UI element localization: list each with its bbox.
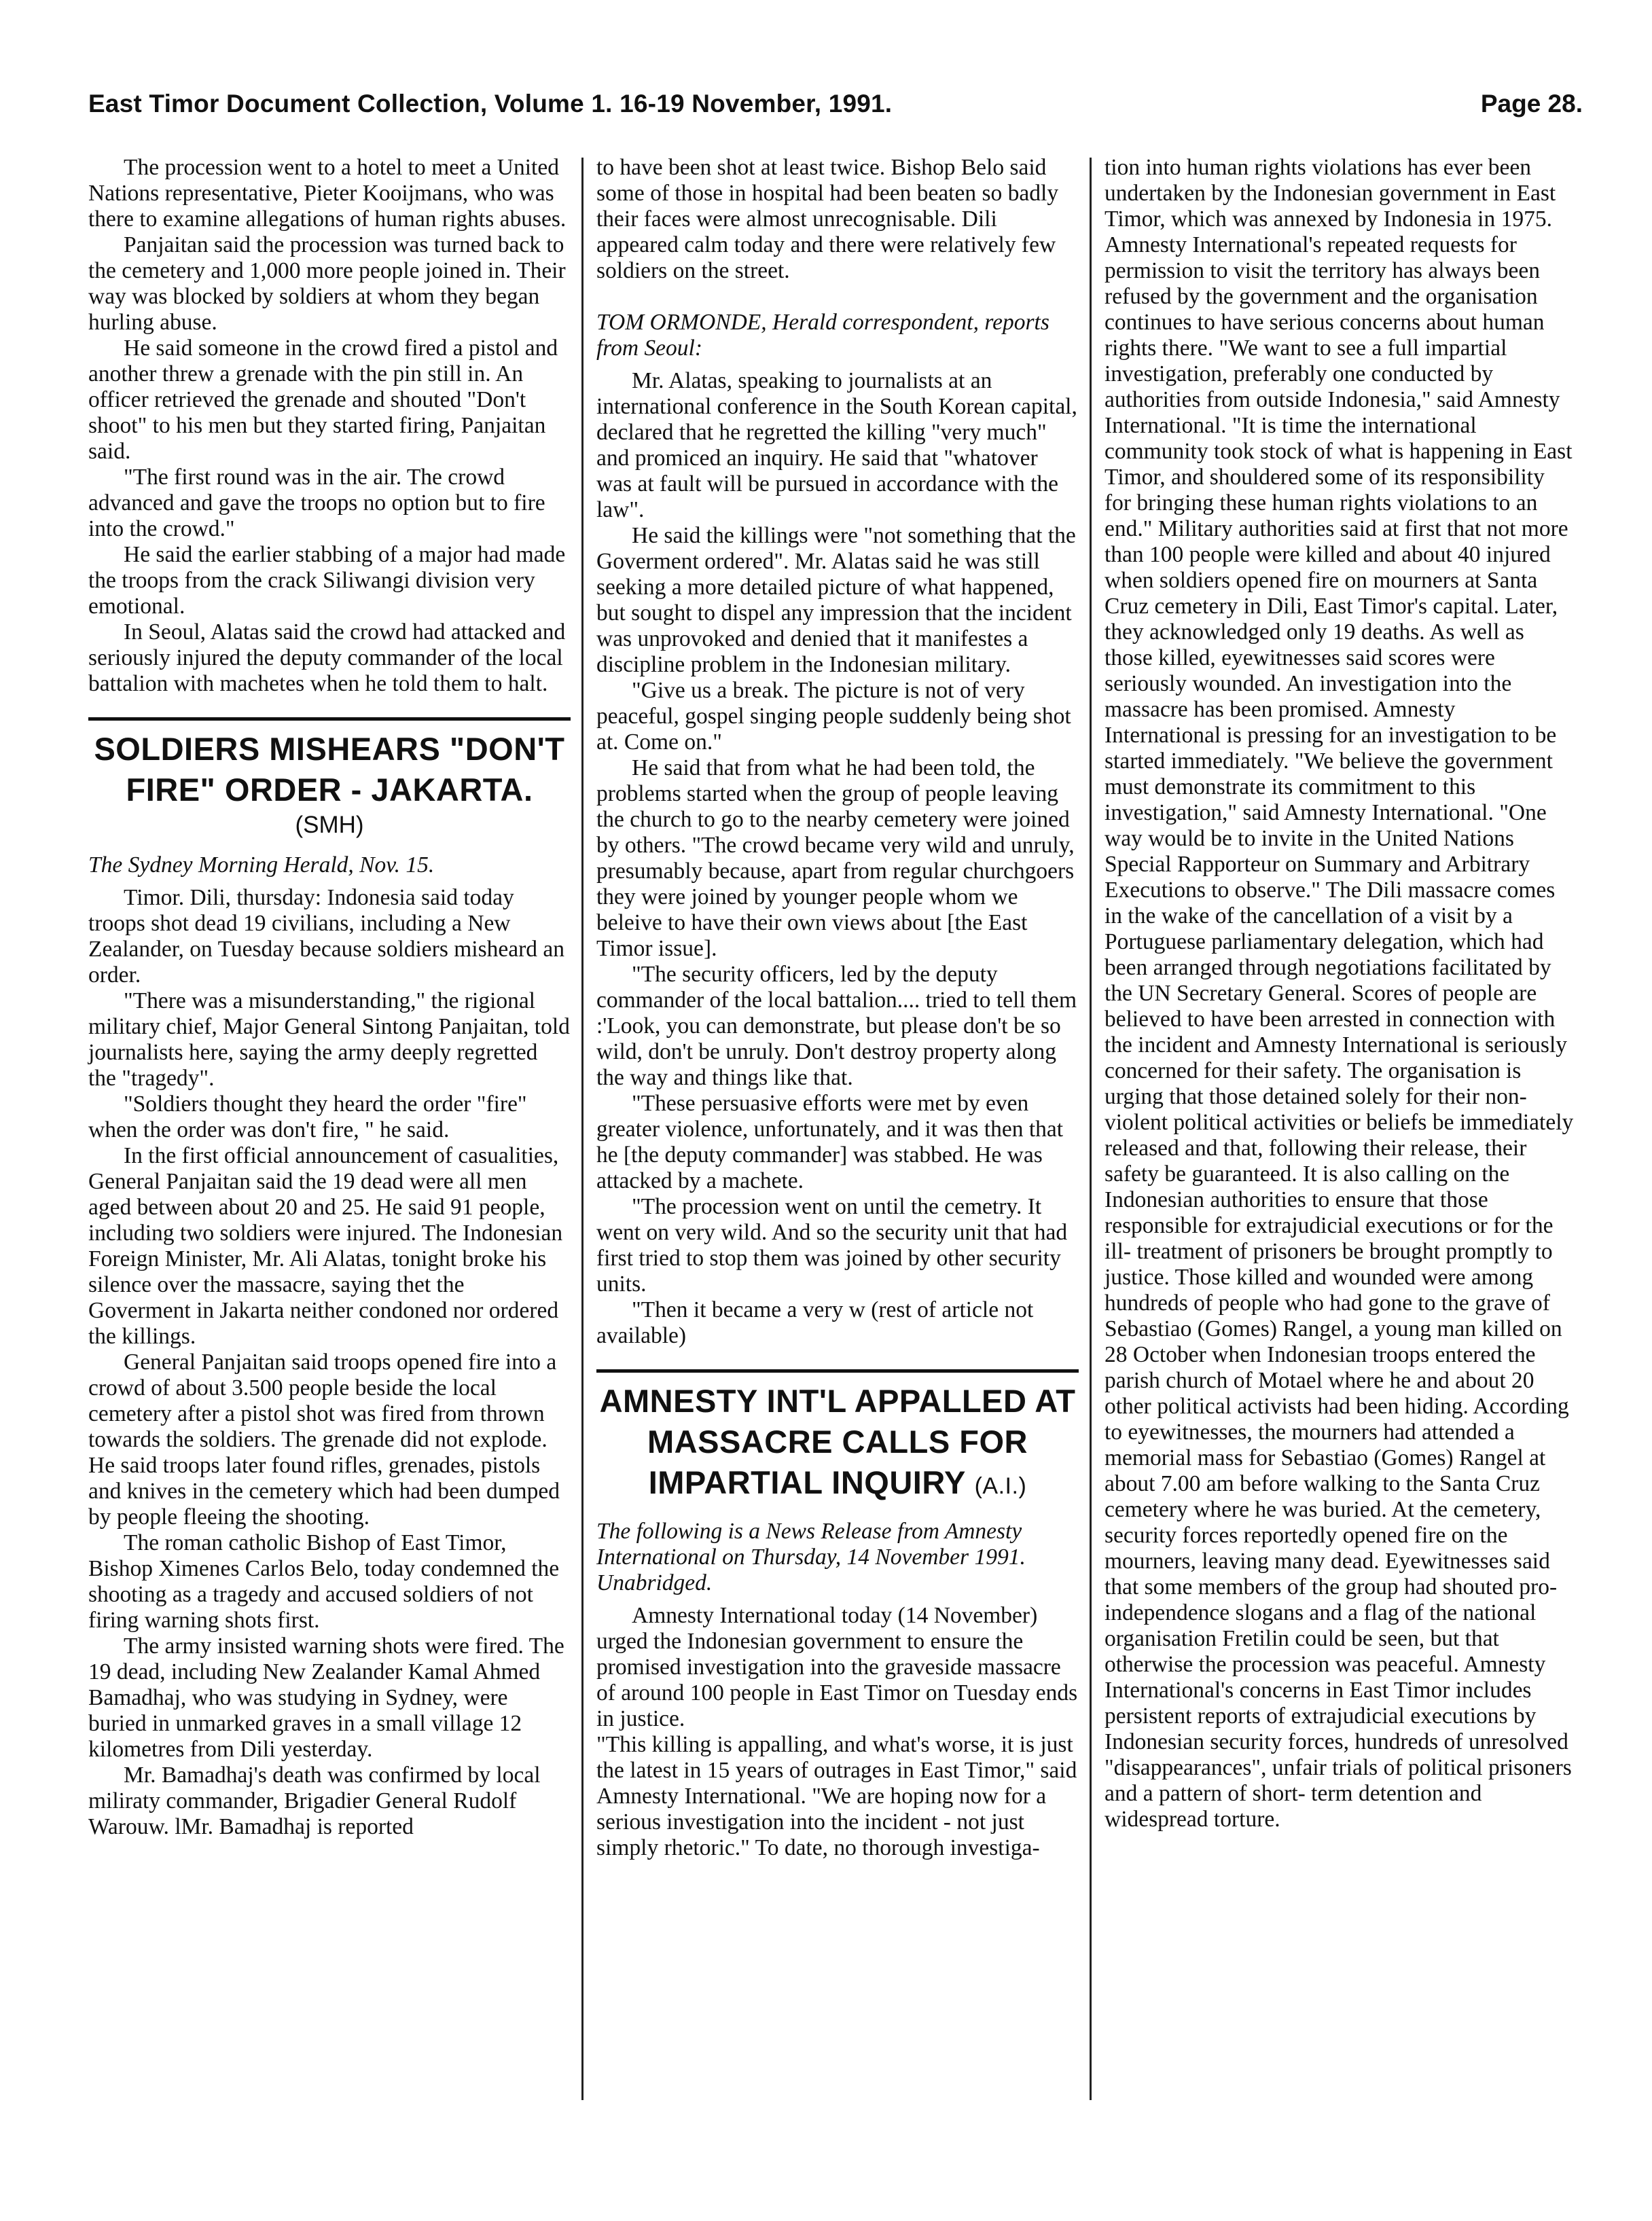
paragraph: The procession went to a hotel to meet a United Nations representative, Pieter Kooijmans, who was there to examine allegations of human rights abuses.: [88, 155, 567, 232]
paragraph: Panjaitan said the procession was turned back to the cemetery and 1,000 more people joined in. Their way was blocked by soldiers at whom they began hurling abuse.: [88, 232, 566, 335]
article-separator: [88, 717, 571, 721]
page-number: Page 28.: [1480, 90, 1583, 118]
paragraph: He said someone in the crowd fired a pistol and another threw a grenade with the pin still in. An officer retrieved the grenade and shouted "Don't shoot" to his men but they started firing, Panjaitan said.: [88, 336, 558, 464]
paragraph: He said that from what he had been told, the problems started when the group of people leaving the church to go to the nearby cemetery were joined by others. "The crowd became very wild and unruly, presumably because, apart from regular churchgoers they were joined by younger people whom we beleive to have their own views about [the East Timor issue].: [596, 755, 1075, 961]
paragraph: "The first round was in the air. The crowd advanced and gave the troops no option but to fire into the crowd.": [88, 465, 545, 541]
paragraph: tion into human rights violations has ever been undertaken by the Indonesian government in East Timor, which was annexed by Indonesia in 1975. Amnesty International's repeated requests for permission to visit the territory has always been refused by the government and the organisation continues to have serious concerns about human rights there. "We want to see a full impartial investigation, preferably one conducted by authorities from outside Indonesia," said Amnesty International. "It is time the international community took stock of what is happening in East Timor, and shouldered some of its responsibility for bringing these human rights violations to an end." Military authorities said at first that not more than 100 people were killed and about 40 injured when soldiers opened fire on mourners at Santa Cruz cemetery in Dili, East Timor's capital. Later, they acknowledged only 19 deaths. As well as those killed, eyewitnesses said scores were seriously wounded. An investigation into the massacre has been promised. Amnesty International is pressing for an investigation to be started immediately. "We believe the government must demonstrate its commitment to this investigation," said Amnesty International. "One way would be to invite in the United Nations Special Rapporteur on Summary and Arbitrary Executions to observe." The Dili massacre comes in the wake of the cancellation of a visit by a Portuguese parliamentary delegation, which had been arranged through negotiations facilitated by the UN Secretary General. Scores of people are believed to have been arrested in connection with the incident and Amnesty International is seriously concerned for their safety. The organisation is urging that those detained solely for their non-violent political activities or beliefs be immediately released and that, following their release, their safety be guaranteed. It is also calling on the Indonesian authorities to ensure that those responsible for extrajudicial executions or for the ill- treatment of prisoners be brought promptly to justice. Those killed and wounded were among hundreds of people who had gone to the grave of Sebastiao (Gomes) Rangel, a young man killed on 28 October when Indonesian troops entered the parish church of Motael where he and about 20 other political activists had been hiding. According to eyewitnesses, the mourners had attended a memorial mass for Sebastiao (Gomes) Rangel at about 7.00 am before walking to the Santa Cruz cemetery where he was buried. At the cemetery, security forces reportedly opened fire on the mourners, leaving many dead. Eyewitnesses said that some members of the group had shouted pro-independence slogans and a flag of the national organisation Fretilin could be seen, but that otherwise the procession was peaceful. Amnesty International's concerns in East Timor includes persistent reports of extrajudicial executions by Indonesian security forces, hundreds of unresolved "disappearances", unfair trials of political prisoners and a pattern of short- term detention and widespread torture.: [1105, 155, 1574, 1832]
paragraph: "Soldiers thought they heard the order "fire" when the order was don't fire, " he said.: [88, 1091, 527, 1142]
paragraph: "This killing is appalling, and what's worse, it is just the latest in 15 years of outrages in East Timor," said Amnesty International. "We are hoping now for a serious investigation into the incident - not just simply rhetoric." To date, no thorough investiga-: [596, 1732, 1077, 1860]
article-separator: [596, 1369, 1079, 1373]
paragraph: In the first official announcement of casualities, General Panjaitan said the 19 dead were all men aged between about 20 and 25. He said 91 people, including two soldiers were injured. The Indonesian Foreign Minister, Mr. Ali Alatas, tonight broke his silence over the massacre, saying thet the Goverment in Jakarta neither condoned nor ordered the killings.: [88, 1143, 563, 1349]
article-headline: SOLDIERS MISHEARS "DON'T FIRE" ORDER - JAKARTA.: [94, 731, 565, 808]
paragraph: to have been shot at least twice. Bishop Belo said some of those in hospital had been beaten so badly their faces were almost unrecognisable. Dili appeared calm today and there were relatively few soldiers on the street.: [596, 155, 1059, 283]
paragraph: General Panjaitan said troops opened fire into a crowd of about 3.500 people beside the local cemetery after a pistol shot was fired from thrown towards the soldiers. The grenade did not explode. He said troops later found rifles, grenades, pistols and knives in the cemetery which had been dumped by people fleeing the shooting.: [88, 1350, 560, 1530]
collection-title: East Timor Document Collection, Volume 1. 16-19 November, 1991.: [88, 90, 893, 118]
correspondent-byline: TOM ORMONDE, Herald correspondent, reports from Seoul:: [596, 310, 1049, 361]
paragraph: Mr. Alatas, speaking to journalists at an international conference in the South Korean capital, declared that he regretted the killing "very much" and promiced an inquiry. He said that "whatover was at fault will be pursued in accordance with the law".: [596, 368, 1077, 522]
paragraph: "These persuasive efforts were met by even greater violence, unfortunately, and it was then that he [the deputy commander] was stabbed. He was attacked by a machete.: [596, 1091, 1064, 1193]
article-byline: The Sydney Morning Herald, Nov. 15.: [88, 852, 435, 878]
paragraph: "The security officers, led by the deputy commander of the local battalion.... tried to tell them :'Look, you can demonstrate, but please don't be so wild, don't be unruly. Don't destroy property along the way and things like that.: [596, 962, 1077, 1090]
column-1: [88, 155, 571, 1840]
paragraph: "Give us a break. The picture is not of very peaceful, gospel singing people suddenly being shot at. Come on.": [596, 678, 1071, 755]
article-byline: The following is a News Release from Amnesty International on Thursday, 14 November 1991. Unabridged.: [596, 1519, 1026, 1595]
paragraph: "There was a misunderstanding," the rigional military chief, Major General Sintong Panjaitan, told journalists here, saying the army deeply regretted the "tragedy".: [88, 988, 570, 1091]
article-headline: [596, 1381, 1079, 1506]
article-source: (A.I.): [974, 1473, 1027, 1499]
paragraph: The roman catholic Bishop of East Timor, Bishop Ximenes Carlos Belo, today condemned the shooting as a tragedy and accused soldiers of not firing warning shots first.: [88, 1530, 560, 1633]
paragraph: Mr. Bamadhaj's death was confirmed by local miliraty commander, Brigadier General Rudolf Warouw. lMr. Bamadhaj is reported: [88, 1763, 541, 1839]
column-2: [596, 155, 1079, 1861]
paragraph: Amnesty International today (14 November) urged the Indonesian government to ensure the promised investigation into the graveside massacre of around 100 people in East Timor on Tuesday ends in justice.: [596, 1603, 1078, 1731]
page-header: [88, 90, 1583, 128]
column-3: [1105, 155, 1577, 1832]
paragraph: "Then it became a very w (rest of article not available): [596, 1297, 1034, 1348]
article-source: (SMH): [295, 812, 364, 838]
column-divider-2: [1090, 158, 1092, 2100]
paragraph: "The procession went on until the cemetry. It went on very wild. And so the security unit that had first tried to stop them was joined by other security units.: [596, 1194, 1068, 1297]
column-divider-1: [581, 158, 583, 2100]
paragraph: In Seoul, Alatas said the crowd had attacked and seriously injured the deputy commander of the local battalion with machetes when he told them to halt.: [88, 619, 566, 696]
article-headline-text: AMNESTY INT'L APPALLED AT MASSACRE CALLS FOR IMPARTIAL INQUIRY: [599, 1383, 1076, 1500]
paragraph: Timor. Dili, thursday: Indonesia said today troops shot dead 19 civilians, including a New Zealander, on Tuesday because soldiers misheard an order.: [88, 885, 565, 988]
paragraph: The army insisted warning shots were fired. The 19 dead, including New Zealander Kamal Ahmed Bamadhaj, who was studying in Sydney, were buried in unmarked graves in a small village 12 kilometres from Dili yesterday.: [88, 1633, 564, 1762]
paragraph: He said the killings were "not something that the Goverment ordered". Mr. Alatas said he was still seeking a more detailed picture of what happened, but sought to dispel any impression that the incident was unprovoked and denied that it manifestes a discipline problem in the Indonesian military.: [596, 523, 1076, 677]
paragraph: He said the earlier stabbing of a major had made the troops from the crack Siliwangi division very emotional.: [88, 542, 566, 619]
